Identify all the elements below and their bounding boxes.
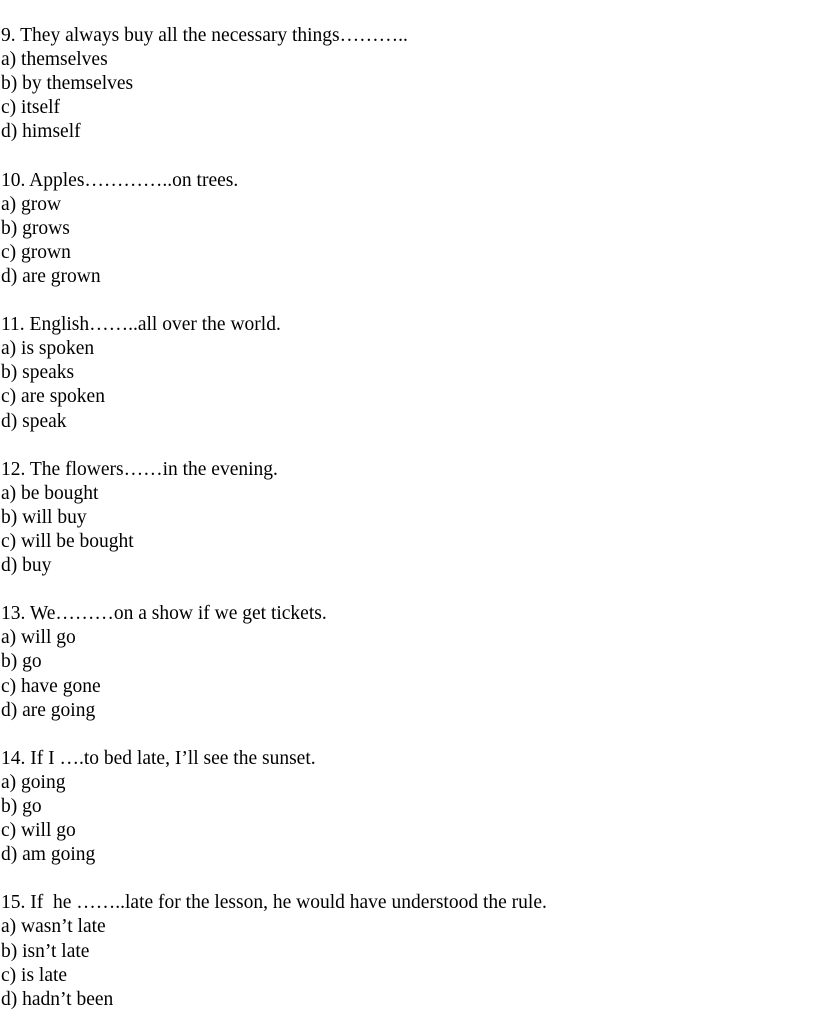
answer-option: a) is spoken (1, 338, 95, 360)
answer-option: a) wasn’t late (1, 916, 106, 938)
answer-option: b) go (1, 796, 42, 817)
question-13 (1, 602, 811, 722)
answer-option: d) are grown (1, 265, 101, 287)
question-14 (1, 747, 811, 867)
question-prompt: 10. Apples…………..on trees. (1, 169, 239, 191)
document-body (1, 24, 811, 1036)
answer-option: c) grown (1, 241, 71, 263)
answer-option: c) will be bought (1, 530, 134, 552)
answer-option: d) hadn’t been (1, 988, 114, 1010)
answer-option: a) grow (1, 193, 62, 215)
question-10 (1, 169, 811, 289)
answer-option: b) speaks (1, 362, 75, 384)
answer-option: a) be bought (1, 482, 99, 504)
answer-option: c) will go (1, 820, 76, 842)
question-prompt: 14. If I ….to bed late, I’ll see the sunset. (1, 747, 316, 769)
answer-option: b) will buy (1, 506, 87, 528)
answer-option: b) by themselves (1, 73, 134, 95)
answer-option: c) are spoken (1, 386, 105, 408)
answer-option: d) speak (1, 410, 67, 432)
answer-option: a) going (1, 771, 66, 793)
question-prompt: 11. English……..all over the world. (1, 314, 281, 336)
answer-option: d) am going (1, 844, 96, 866)
answer-option: c) itself (1, 97, 61, 119)
answer-option: b) go (1, 651, 42, 673)
answer-option: d) buy (1, 555, 52, 577)
question-11 (1, 313, 811, 433)
question-12 (1, 458, 811, 578)
question-prompt: 15. If he ……..late for the lesson, he would have understood the rule. (1, 892, 547, 914)
answer-option: b) isn’t late (1, 940, 90, 962)
question-15 (1, 891, 811, 1011)
answer-option: a) themselves (1, 49, 108, 71)
question-9 (1, 24, 811, 144)
answer-option: d) himself (1, 121, 81, 143)
question-prompt: 12. The flowers……in the evening. (1, 458, 278, 480)
answer-option: c) is late (1, 964, 68, 986)
question-prompt: 9. They always buy all the necessary things……….. (1, 25, 408, 46)
answer-option: c) have gone (1, 675, 101, 697)
answer-option: b) grows (1, 217, 70, 239)
answer-option: a) will go (1, 627, 76, 649)
question-prompt: 13. We………on a show if we get tickets. (1, 603, 327, 625)
answer-option: d) are going (1, 699, 96, 721)
